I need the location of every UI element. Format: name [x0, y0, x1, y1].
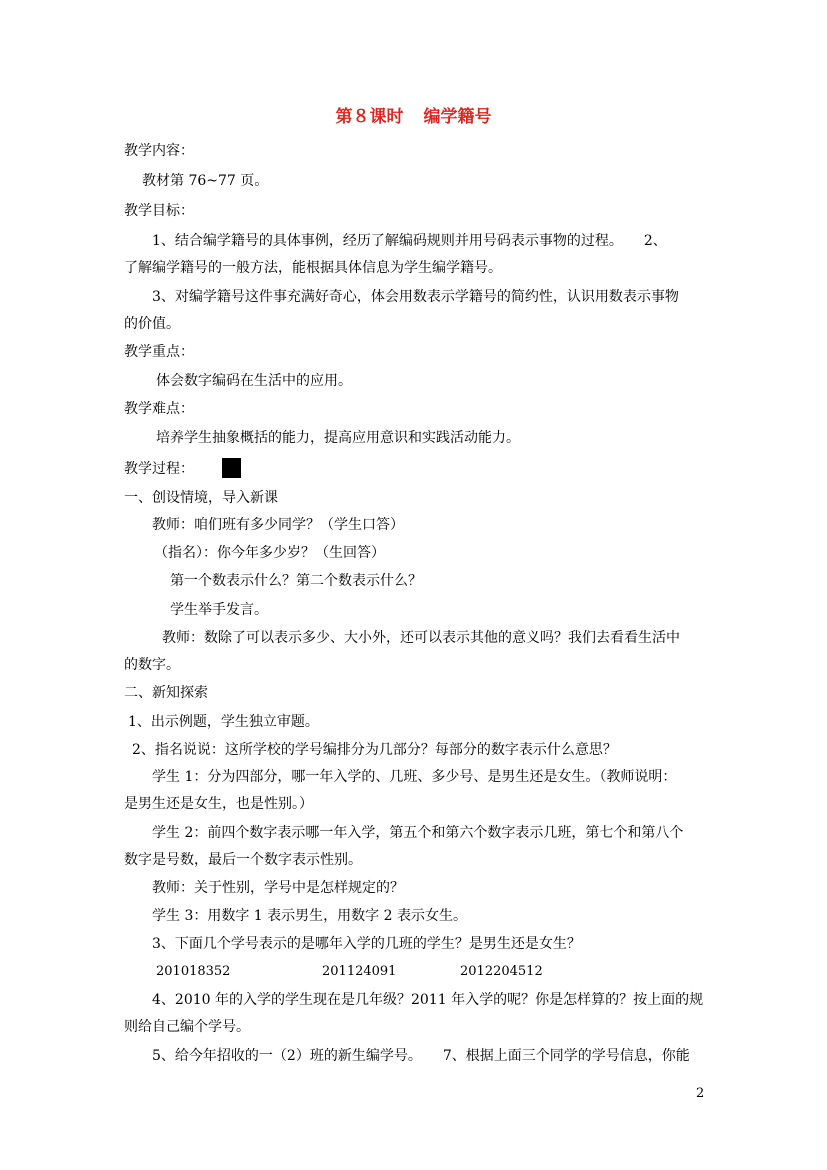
- named-question: （指名）：你今年多少岁？（生回答）: [154, 545, 385, 561]
- student-2: 学生 2：前四个数字表示哪一年入学，第五个和第六个数字表示几班，第七个和第八个: [152, 825, 684, 841]
- heading-content: 教学内容：: [124, 143, 194, 159]
- heading-key-point: 教学重点：: [124, 344, 194, 360]
- section-1-heading: 一、创设情境，导入新课: [124, 490, 278, 506]
- student-2-cont: 数字是号数，最后一个数字表示性别。: [124, 852, 362, 868]
- question-line: 第一个数表示什么？第二个数表示什么？: [170, 573, 422, 589]
- student-number-1: 201018352: [156, 964, 231, 979]
- teacher-line-3: 教师：关于性别，学号中是怎样规定的？: [152, 880, 404, 896]
- step-2: 2、指名说说：这所学校的学号编排分为几部分？每部分的数字表示什么意思？: [132, 742, 617, 758]
- black-square: [222, 458, 241, 478]
- teacher-line-2: 教师：数除了可以表示多少、大小外，还可以表示其他的意义吗？我们去看看生活中: [162, 630, 680, 646]
- page-title: [0, 106, 827, 128]
- student-1: 学生 1：分为四部分，哪一年入学的、几班、多少号、是男生还是女生。（教师说明：: [152, 769, 677, 785]
- heading-difficulty: 教学难点：: [124, 401, 194, 417]
- objective-2: 了解编学籍号的一般方法，能根据具体信息为学生编学籍号。: [124, 260, 502, 276]
- student-1-cont: 是男生还是女生，也是性别。）: [124, 796, 313, 812]
- student-number-3: 2012204512: [460, 964, 543, 979]
- difficulty-text: 培养学生抽象概括的能力，提高应用意识和实践活动能力。: [156, 430, 520, 446]
- lesson-number: 第８课时: [335, 107, 404, 127]
- content-text: 教材第 76~77 页。: [142, 173, 269, 189]
- objective-3: 3、对编学籍号这件事充满好奇心，体会用数表示学籍号的简约性，认识用数表示事物: [152, 289, 679, 305]
- student-3: 学生 3：用数字 1 表示男生，用数字 2 表示女生。: [152, 908, 467, 924]
- objective-3-cont: 的价值。: [124, 316, 180, 332]
- page-number: 2: [696, 1086, 705, 1101]
- lesson-topic: 编学籍号: [423, 107, 492, 127]
- student-number-2: 201124091: [322, 964, 397, 979]
- step-4-cont: 则给自己编个学号。: [124, 1019, 250, 1035]
- key-point-text: 体会数字编码在生活中的应用。: [156, 373, 352, 389]
- heading-process: 教学过程：: [124, 461, 194, 477]
- heading-objectives: 教学目标：: [124, 203, 194, 219]
- teacher-line-1: 教师：咱们班有多少同学？（学生口答）: [152, 517, 404, 533]
- students-answer: 学生举手发言。: [170, 602, 268, 618]
- step-5: 5、给今年招收的一（2）班的新生编学号。 7、根据上面三个同学的学号信息，你能: [152, 1048, 690, 1064]
- step-1: 1、出示例题，学生独立审题。: [128, 714, 319, 730]
- section-2-heading: 二、新知探索: [124, 685, 208, 701]
- objective-1: 1、结合编学籍号的具体事例，经历了解编码规则并用号码表示事物的过程。 2、: [152, 233, 667, 249]
- step-4: 4、2010 年的入学的学生现在是几年级？2011 年入学的呢？你是怎样算的？按上面的规: [152, 992, 704, 1008]
- step-3: 3、下面几个学号表示的是哪年入学的几班的学生？是男生还是女生？: [152, 936, 581, 952]
- teacher-line-2-cont: 的数字。: [124, 657, 180, 673]
